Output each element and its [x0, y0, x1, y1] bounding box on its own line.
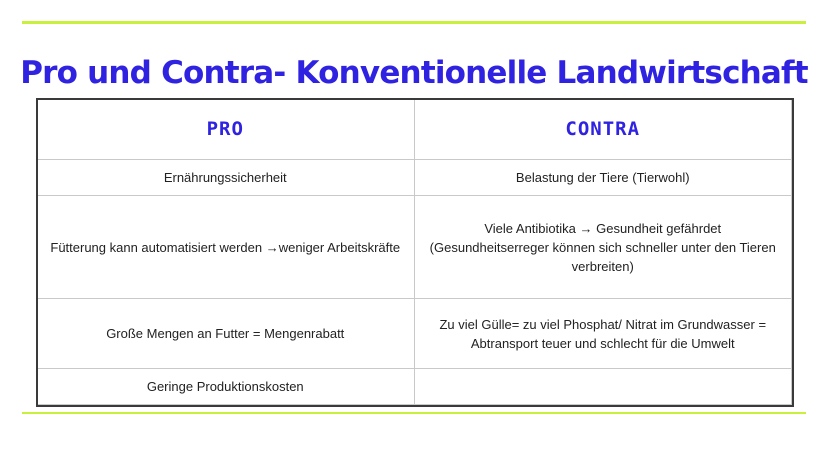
pro-cell: Große Mengen an Futter = Mengenrabatt — [37, 299, 415, 369]
header-pro: PRO — [37, 99, 415, 160]
contra-cell: Zu viel Gülle= zu viel Phosphat/ Nitrat im Grundwasser = Abtransport teuer und schlecht für die Umwelt — [414, 299, 792, 369]
table-row — [37, 369, 792, 405]
pro-cell: Fütterung kann automatisiert werden →weniger Arbeitskräfte — [37, 195, 415, 299]
contra-cell — [414, 369, 792, 405]
contra-cell: Viele Antibiotika → Gesundheit gefährdet (Gesundheitserreger können sich schneller unter den Tieren verbreiten) — [414, 195, 792, 299]
table-row — [37, 160, 792, 196]
pro-cell: Ernährungssicherheit — [37, 160, 415, 196]
table-row — [37, 195, 792, 299]
table-header-row — [37, 99, 792, 160]
header-contra: CONTRA — [414, 99, 792, 160]
bottom-accent-rule — [22, 412, 806, 414]
contra-cell: Belastung der Tiere (Tierwohl) — [414, 160, 792, 196]
pro-cell: Geringe Produktionskosten — [37, 369, 415, 405]
pro-contra-table — [36, 98, 792, 405]
page-title: Pro und Contra- Konventionelle Landwirtschaft — [20, 54, 808, 91]
top-accent-rule — [22, 21, 806, 24]
table-row — [37, 299, 792, 369]
